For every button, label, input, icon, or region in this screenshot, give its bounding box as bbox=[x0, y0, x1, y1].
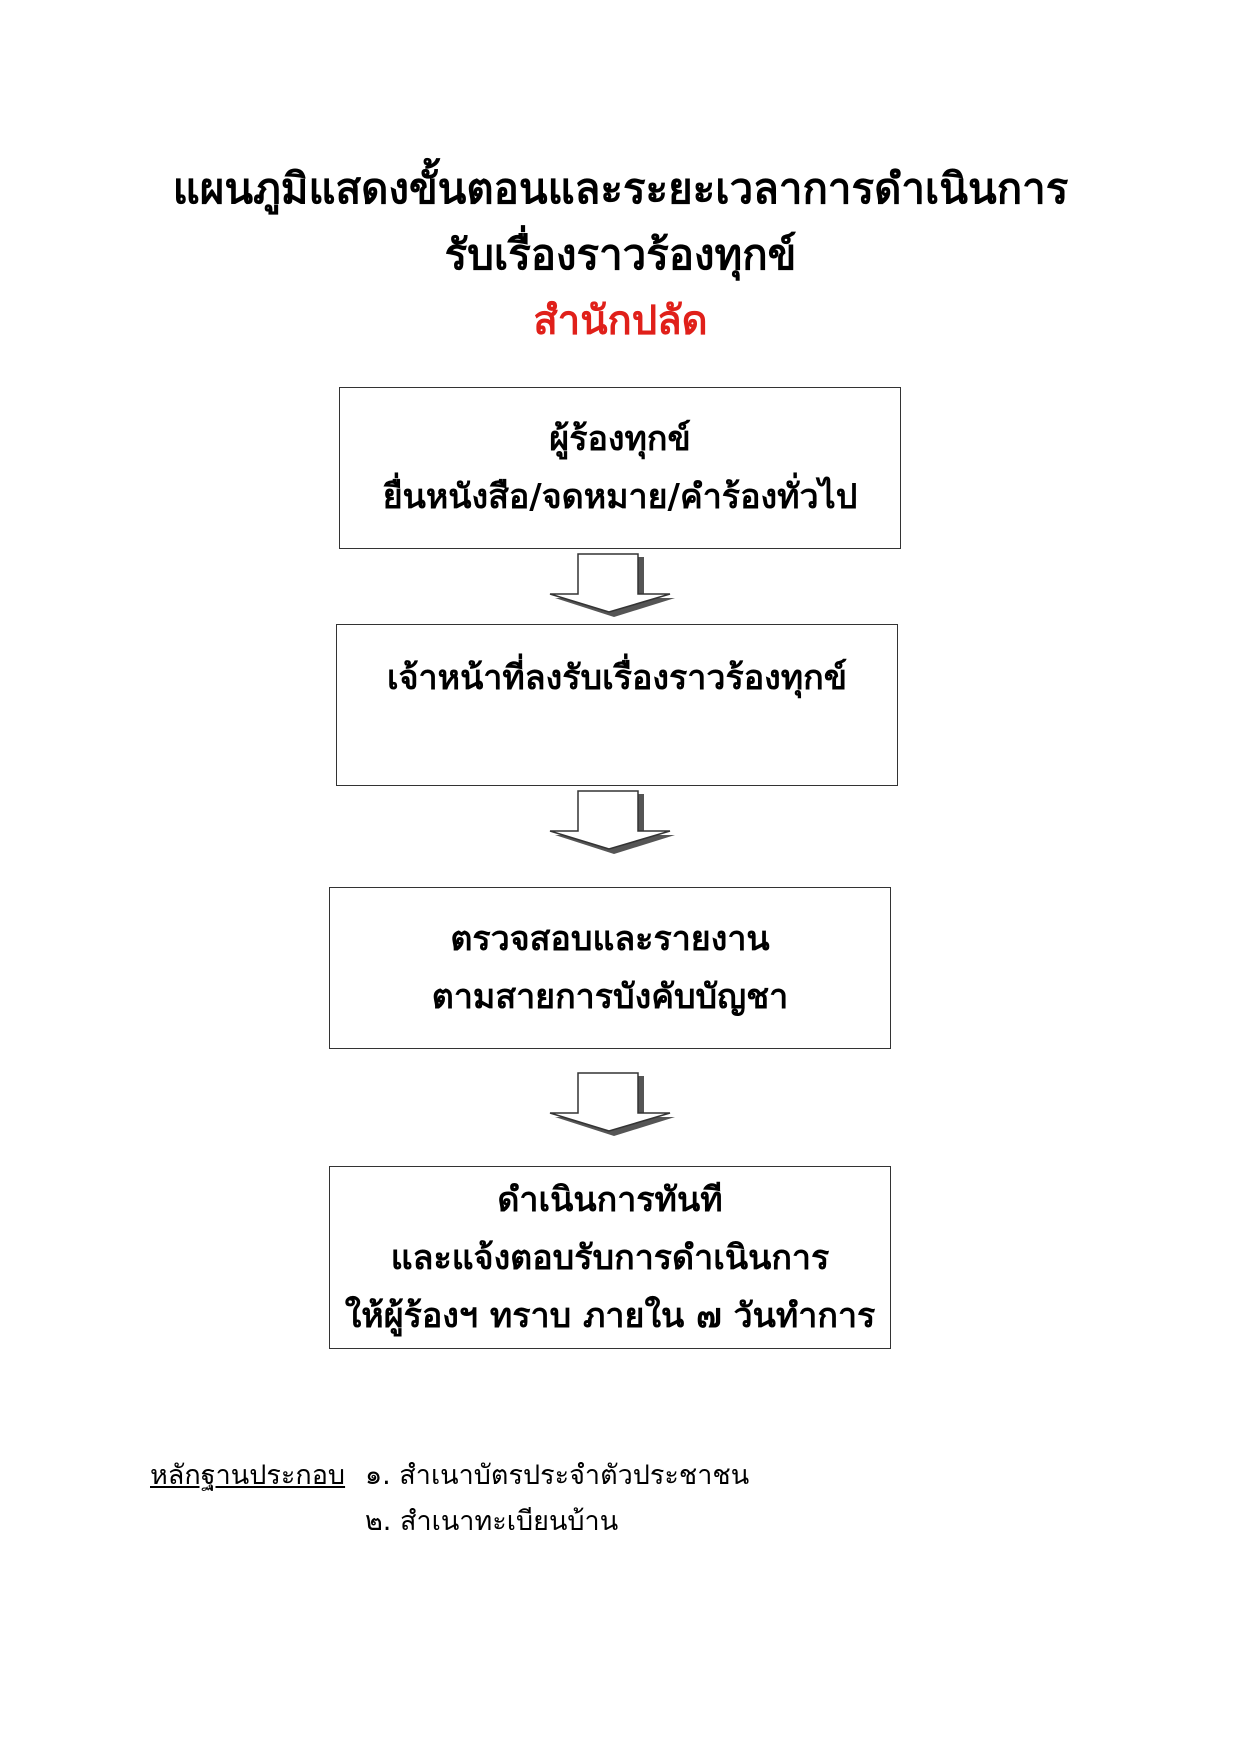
evidence-section bbox=[150, 1453, 345, 1499]
title-line-2: รับเรื่องราวร้องทุกข์ bbox=[444, 230, 797, 279]
step-4-line-3: ให้ผู้ร้องฯ ทราบ ภายใน ๗ วันทำการ bbox=[344, 1296, 876, 1336]
office-name: สำนักปลัด bbox=[533, 298, 708, 344]
step-box-review bbox=[329, 887, 891, 1049]
step-box-action bbox=[329, 1166, 891, 1349]
down-arrow-icon bbox=[548, 1072, 678, 1138]
step-1-line-2: ยื่นหนังสือ/จดหมาย/คำร้องทั่วไป bbox=[382, 477, 858, 517]
page-title bbox=[0, 163, 1241, 347]
evidence-item bbox=[365, 1499, 618, 1545]
evidence-item-1: ๑. สำเนาบัตรประจำตัวประชาชน bbox=[365, 1460, 750, 1491]
step-1-line-1: ผู้ร้องทุกข์ bbox=[549, 419, 691, 459]
evidence-label: หลักฐานประกอบ bbox=[150, 1460, 346, 1491]
title-line-1: แผนภูมิแสดงขั้นตอนและระยะเวลาการดำเนินการ bbox=[172, 164, 1069, 213]
step-3-line-2: ตามสายการบังคับบัญชา bbox=[431, 977, 789, 1017]
step-box-register bbox=[336, 624, 898, 786]
step-4-line-1: ดำเนินการทันที bbox=[497, 1180, 723, 1220]
evidence-item bbox=[365, 1453, 749, 1499]
step-2-line-1: เจ้าหน้าที่ลงรับเรื่องราวร้องทุกข์ bbox=[387, 658, 847, 698]
step-box-submit bbox=[339, 387, 901, 549]
step-3-line-1: ตรวจสอบและรายงาน bbox=[450, 919, 770, 959]
down-arrow-icon bbox=[548, 790, 678, 856]
down-arrow-icon bbox=[548, 553, 678, 619]
evidence-item-2: ๒. สำเนาทะเบียนบ้าน bbox=[365, 1506, 619, 1537]
step-4-line-2: และแจ้งตอบรับการดำเนินการ bbox=[390, 1238, 830, 1278]
